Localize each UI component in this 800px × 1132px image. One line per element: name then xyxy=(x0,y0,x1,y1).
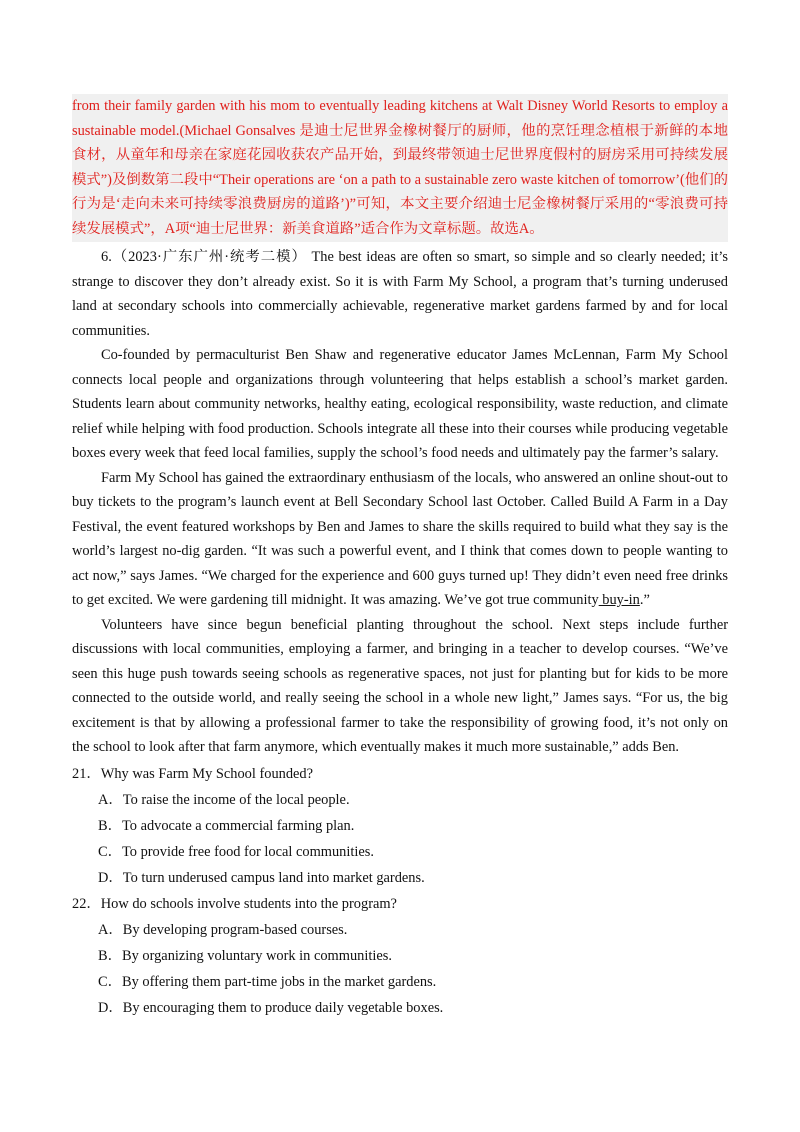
passage-paragraph-3-text: Farm My School has gained the extraordinary enthusiasm of the locals, who answered an online shout-out to buy tickets to the program’s launch event at Bell Secondary School last October. Called Build A Farm in a Day Festival, the event featured workshops by Ben and James to share the skills required to build what they say is the world’s largest no-dig garden. “It was such a powerful event, and I think that comes down to people wanting to act now,” says James. “We charged for the experience and 600 guys turned up! They didn’t even need free drinks to get excited. We were gardening till midnight. It was amazing. We’ve got true community xyxy=(72,469,728,608)
question-list xyxy=(72,761,728,1021)
option-a: A．By developing program-based courses. xyxy=(98,922,348,938)
option-d: D．To turn underused campus land into market gardens. xyxy=(98,870,425,886)
question-21 xyxy=(72,761,728,891)
option-c: C．By offering them part-time jobs in the market gardens. xyxy=(98,974,437,990)
option-b: B．By organizing voluntary work in communities. xyxy=(98,948,392,964)
question-stem: 21．Why was Farm My School founded? xyxy=(72,766,314,782)
option-d: D．By encouraging them to produce daily vegetable boxes. xyxy=(98,1000,444,1016)
underlined-term-buy-in: buy-in xyxy=(598,592,640,608)
option-b: B．To advocate a commercial farming plan. xyxy=(98,818,355,834)
answer-explanation xyxy=(72,94,728,242)
passage-paragraph-4: Volunteers have since begun beneficial planting throughout the school. Next steps include further discussions with local communities, employing a farmer, and bringing in a teacher to develop courses. “We’ve seen this huge push towards seeing schools as regenerative spaces, not just for planting but for kids to be more connected to the outside world, and really seeing the school in a whole new light,” James says. “For us, the big excitement is that by allowing a professional farmer to take the responsibility of growing food, it’s not only on the school to look after that farm anymore, which eventually makes it much more sustainable,” adds Ben. xyxy=(72,616,728,755)
question-22 xyxy=(72,891,728,1021)
reading-passage xyxy=(72,245,728,760)
option-a: A．To raise the income of the local people. xyxy=(98,792,350,808)
passage-paragraph-3 xyxy=(72,466,728,613)
answer-explanation-text: from their family garden with his mom to eventually leading kitchens at Walt Disney World Resorts to employ a sustainable model.(Michael Gonsalves 是迪士尼世界金橡树餐厅的厨师，他的烹饪理念植根于新鲜的本地食材，从童年和母亲在家庭花园收获农产品开始，到最终带领迪士尼世界度假村的厨房采用可持续发展模式”)及倒数第二段中“Their operations are ‘on a path to a sustainable zero waste kitchen of tomorrow’(他们的行为是‘走向未来可持续零浪费厨房的道路’)”可知，本文主要介绍迪士尼金橡树餐厅采用的“零浪费可持续发展模式”，A项“迪士尼世界：新美食道路”适合作为文章标题。故选A。 xyxy=(72,98,728,237)
passage-paragraph-3-end: .” xyxy=(639,592,650,608)
question-stem: 22．How do schools involve students into the program? xyxy=(72,896,397,912)
passage-paragraph-2: Co-founded by permaculturist Ben Shaw and regenerative educator James McLennan, Farm My School connects local people and organizations through volunteering that helps establish a school’s market garden. Students learn about community networks, healthy eating, ecological responsibility, waste reduction, and climate relief while helping with food production. Schools integrate all these into their courses while producing vegetable boxes every week that feed local families, supply the school’s food needs and ultimately pay the farmer’s salary. xyxy=(72,347,728,461)
passage-paragraph-1: 6.（2023·广东广州·统考二模） The best ideas are often so smart, so simple and so clearly needed; it’s strange to discover they don’t already exist. So it is with Farm My School, a program that’s turning underused land at secondary schools into commercially achievable, regenerative market gardens farmed by and for local communities. xyxy=(72,249,728,339)
option-c: C．To provide free food for local communities. xyxy=(98,844,374,860)
